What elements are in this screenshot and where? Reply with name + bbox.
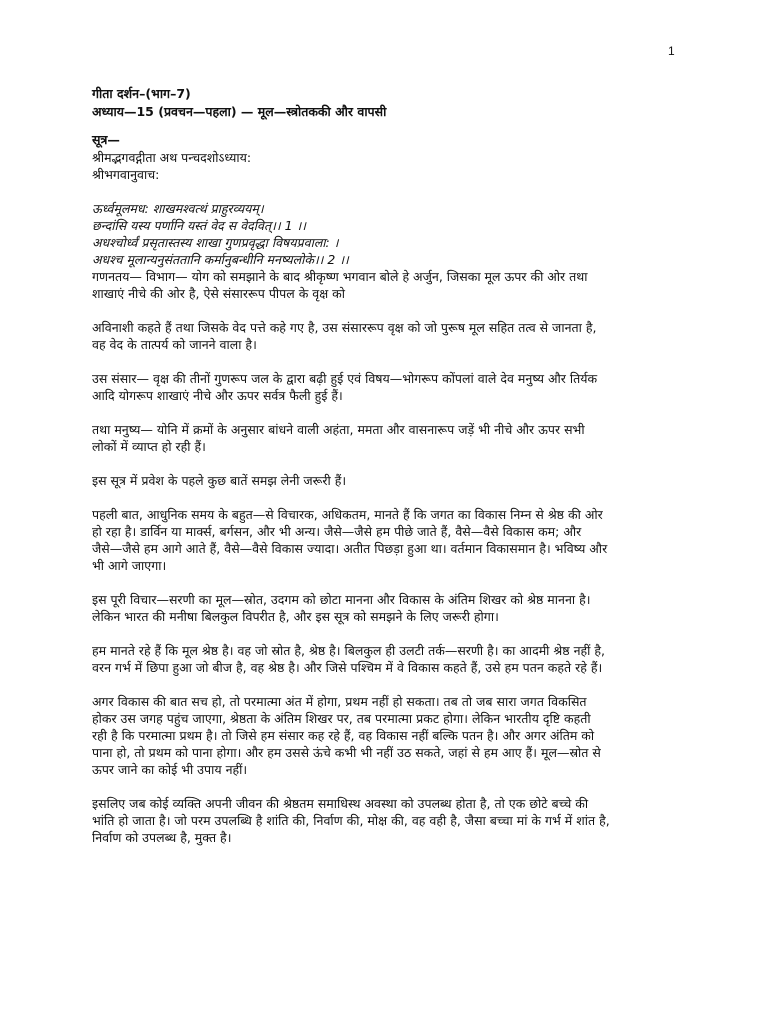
paragraph-line: पहली बात, आधुनिक समय के बहुत—से विचारक, अधिकतम, मानते हैं कि जगत का विकास निम्न से श्रेष्ठ की ओर [92,507,603,522]
verse-line: छन्दांसि यस्य पर्णानि यस्तं वेद स वेदवित्।। 1 ।। [92,218,306,233]
verse-line: ऊर्ध्वमूलमध: शाखमश्वत्थं प्राहुरव्ययम्। [92,201,264,216]
paragraph-line: होकर उस जगह पहुंच जाएगा, श्रेष्ठता के अंतिम शिखर पर, तब परमात्मा प्रकट होगा। लेकिन भारतीय दृष्टि कहती [92,711,591,726]
verse-line: अधश्च मूलान्यनुसंततानि कर्मानुबन्धीनि मनष्यलोके।। 2 ।। [92,252,349,267]
paragraph-line: पाना हो, तो प्रथम को पाना होगा। और हम उससे ऊंचे कभी भी नहीं उठ सकते, जहां से हम आए हैं। मूल—स्रोत से [92,745,601,760]
paragraph-line: भांति हो जाता है। जो परम उपलब्धि है शांति की, निर्वाण की, मोक्ष की, वह वही है, जैसा बच्चा मां के गर्भ में शांत है, [92,813,610,828]
paragraph [92,591,680,625]
paragraph [92,370,680,404]
paragraph-line: अगर विकास की बात सच हो, तो परमात्मा अंत में होगा, प्रथम नहीं हो सकता। तब तो जब सारा जगत विकसित [92,694,587,709]
paragraph-line: वह वेद के तात्पर्य को जानने वाला है। [92,337,257,352]
sutra-intro [92,149,680,183]
paragraph-line: उस संसार— वृक्ष की तीनों गुणरूप जल के द्वारा बढ़ी हुई एवं विषय—भोगरूप कोंपलां वाले देव मनुष्य और तिर्यक [92,371,598,386]
paragraph-line: इस सूत्र में प्रवेश के पहले कुछ बातें समझ लेनी जरूरी हैं। [92,473,347,488]
paragraph [92,472,680,489]
paragraph [92,268,680,302]
paragraph-line: शाखाएं नीचे की ओर है, ऐसे संसाररूप पीपल के वृक्ष को [92,286,345,301]
verse-line: अधश्चोर्ध्वं प्रसृतास्तस्य शाखा गुणप्रवृद्धा विषयप्रवाला: । [92,235,339,250]
paragraph-line: तथा मनुष्य— योनि में क्रमों के अनुसार बांधने वाली अहंता, ममता और वासनारूप जड़ें भी नीचे और ऊपर सभी [92,422,585,437]
paragraph-line: वरन गर्भ में छिपा हुआ जो बीज है, वह श्रेष्ठ है। और जिसे पश्चिम में वे विकास कहते हैं, उसे हम पतन कहते रहे हैं। [92,660,603,675]
paragraph-line: रही है कि परमात्मा प्रथम है। तो जिसे हम संसार कह रहे हैं, वह विकास नहीं बल्कि पतन है। और अगर अंतिम को [92,728,595,743]
paragraph-line: अविनाशी कहते हैं तथा जिसके वेद पत्ते कहे गए है, उस संसाररूप वृक्ष को जो पुरूष मूल सहित तत्व से जानता है, [92,320,597,335]
sutra-intro-line: श्रीमद्भगवद्गीता अथ पन्चदशोऽध्याय: [92,150,252,165]
paragraph [92,693,680,778]
paragraph-line: लेकिन भारत की मनीषा बिलकुल विपरीत है, और इस सूत्र को समझने के लिए जरूरी होगा। [92,609,499,624]
paragraph-line: हो रहा है। डार्विन या मार्क्स, बर्गसन, और भी अन्य। जैसे—जैसे हम पीछे जाते हैं, वैसे—वैसे विकास कम; और [92,524,582,539]
paragraph-line: निर्वाण को उपलब्ध है, मुक्त है। [92,830,232,845]
paragraph-line: लोकों में व्याप्त हो रही हैं। [92,439,206,454]
paragraph-line: गणनतय— विभाग— योग को समझाने के बाद श्रीकृष्ण भगवान बोले हे अर्जुन, जिसका मूल ऊपर की ओर तथा [92,269,588,284]
page-number: 1 [668,44,675,58]
paragraph-line: हम मानते रहे हैं कि मूल श्रेष्ठ है। वह जो स्रोत है, श्रेष्ठ है। बिलकुल ही उलटी तर्क—सरणी है। का आदमी श्रेष्ठ नहीं है, [92,643,605,658]
paragraph-line: इसलिए जब कोई व्यक्ति अपनी जीवन की श्रेष्ठतम समाधिस्थ अवस्था को उपलब्ध होता है, तो एक छोटे बच्चे की [92,796,589,811]
paragraph-line: ऊपर जाने का कोई भी उपाय नहीं। [92,762,248,777]
document-title: गीता दर्शन–(भाग–7) [92,86,191,101]
paragraph [92,421,680,455]
sanskrit-verses [92,200,680,268]
chapter-title: अध्याय—15 (प्रवचन—पहला) — मूल—स्त्रोतककी और वापसी [92,104,387,119]
sutra-label: सूत्र— [92,132,120,147]
paragraph [92,642,680,676]
paragraph [92,506,680,574]
sutra-intro-line: श्रीभगवानुवाच: [92,167,160,182]
paragraph-line: आदि योगरूप शाखाएं नीचे और ऊपर सर्वत्र फैली हुई हैं। [92,388,343,403]
paragraph [92,795,680,846]
paragraph-line: भी आगे जाएगा। [92,558,167,573]
paragraphs [92,268,680,846]
paragraph-line: इस पूरी विचार—सरणी का मूल—स्रोत, उदगम को छोटा मानना और विकास के अंतिम शिखर को श्रेष्ठ मानना है। [92,592,591,607]
paragraph [92,319,680,353]
document-body [92,85,680,863]
paragraph-line: जैसे—जैसे हम आगे आते हैं, वैसे—वैसे विकास ज्यादा। अतीत पिछड़ा हुआ था। वर्तमान विकासमान है। भविष्य और [92,541,608,556]
